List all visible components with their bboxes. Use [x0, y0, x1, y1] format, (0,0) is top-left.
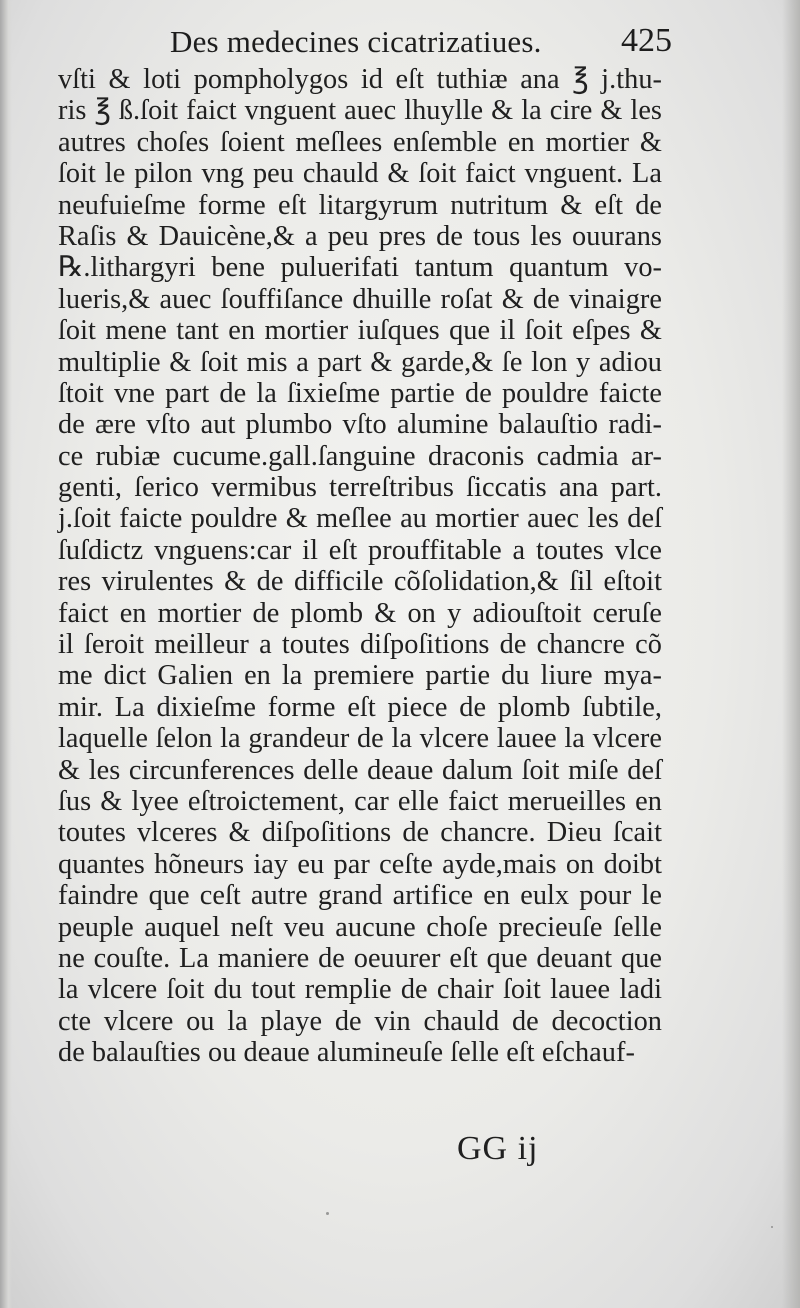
text-line: ce rubiæ cucume.gall.ſanguine draconis cadmia ar- [58, 440, 662, 472]
text-line: faindre que ceſt autre grand artifice en eulx pour le [58, 880, 662, 912]
text-line: de ære vſto aut plumbo vſto alumine balauſtio radi- [58, 409, 662, 441]
text-line: ſoit le pilon vng peu chauld & ſoit faict vnguent. La [58, 158, 662, 190]
text-line: cte vlcere ou la playe de vin chauld de decoction [58, 1005, 662, 1037]
text-line: genti, ſerico vermibus terreſtribus ſiccatis ana part. [58, 472, 662, 504]
text-line: ſuſdictz vnguens:car il eſt prouffitable a toutes vlce [58, 534, 662, 566]
text-line: res virulentes & de difficile cõſolidation,& ſil eſtoit [58, 566, 662, 598]
text-line: vſti & loti pompholygos id eſt tuthiæ ana ℥ j.thu- [58, 64, 662, 95]
page-header [170, 22, 690, 64]
ink-speck [326, 1212, 329, 1215]
text-line: ſtoit vne part de la ſixieſme partie de pouldre faicte [58, 377, 662, 409]
signature-mark: GG ij [457, 1130, 539, 1167]
text-line: ſus & lyee eſtroictement, car elle faict merueilles en [58, 785, 662, 817]
text-line: multiplie & ſoit mis a part & garde,& ſe lon y adiou [58, 346, 662, 378]
running-title: Des medecines cicatrizatiues. [170, 24, 542, 59]
text-line: quantes hõneurs iay eu par ceſte ayde,mais on doibt [58, 848, 662, 880]
text-line: lueris,& auec ſouffiſance dhuille roſat & de vinaigre [58, 283, 662, 315]
text-line: ne couſte. La maniere de oeuurer eſt que deuant que [58, 942, 662, 974]
text-line: toutes vlceres & diſpoſitions de chancre. Dieu ſcait [58, 817, 662, 849]
page-number: 425 [621, 22, 672, 59]
text-line: laquelle ſelon la grandeur de la vlcere lauee la vlcere [58, 723, 662, 755]
text-line: de balauſties ou deaue alumineuſe ſelle eſt eſchauf- [58, 1037, 635, 1069]
text-line: ris ℥ ß.ſoit faict vnguent auec lhuylle & la cire & les [58, 95, 662, 127]
text-line: mir. La dixieſme forme eſt piece de plomb ſubtile, [58, 691, 662, 723]
page-edge-shadow [782, 0, 800, 1308]
ink-speck [771, 1226, 773, 1228]
text-line: Raſis & Dauicène,& a peu pres de tous les ouurans [58, 220, 662, 252]
text-line: ℞.lithargyri bene puluerifati tantum quantum vo- [58, 252, 662, 284]
text-line: il ſeroit meilleur a toutes diſpoſitions de chancre cõ [58, 629, 662, 661]
text-line: peuple auquel neſt veu aucune choſe precieuſe ſelle [58, 911, 662, 943]
text-line: autres choſes ſoient meſlees enſemble en mortier & [58, 126, 662, 158]
text-line: la vlcere ſoit du tout remplie de chair ſoit lauee ladi [58, 974, 662, 1006]
body-text [58, 64, 662, 1069]
text-line: j.ſoit faicte pouldre & meſlee au mortier auec les deſ [58, 503, 662, 535]
page-gutter-shadow [0, 0, 12, 1308]
text-line: me dict Galien en la premiere partie du liure mya- [58, 660, 662, 692]
text-line: neufuieſme forme eſt litargyrum nutritum & eſt de [58, 189, 662, 221]
text-line: faict en mortier de plomb & on y adiouſtoit ceruſe [58, 597, 662, 629]
text-line: & les circunferences delle deaue dalum ſoit miſe deſ [58, 754, 662, 786]
text-line: ſoit mene tant en mortier iuſques que il ſoit eſpes & [58, 315, 662, 347]
